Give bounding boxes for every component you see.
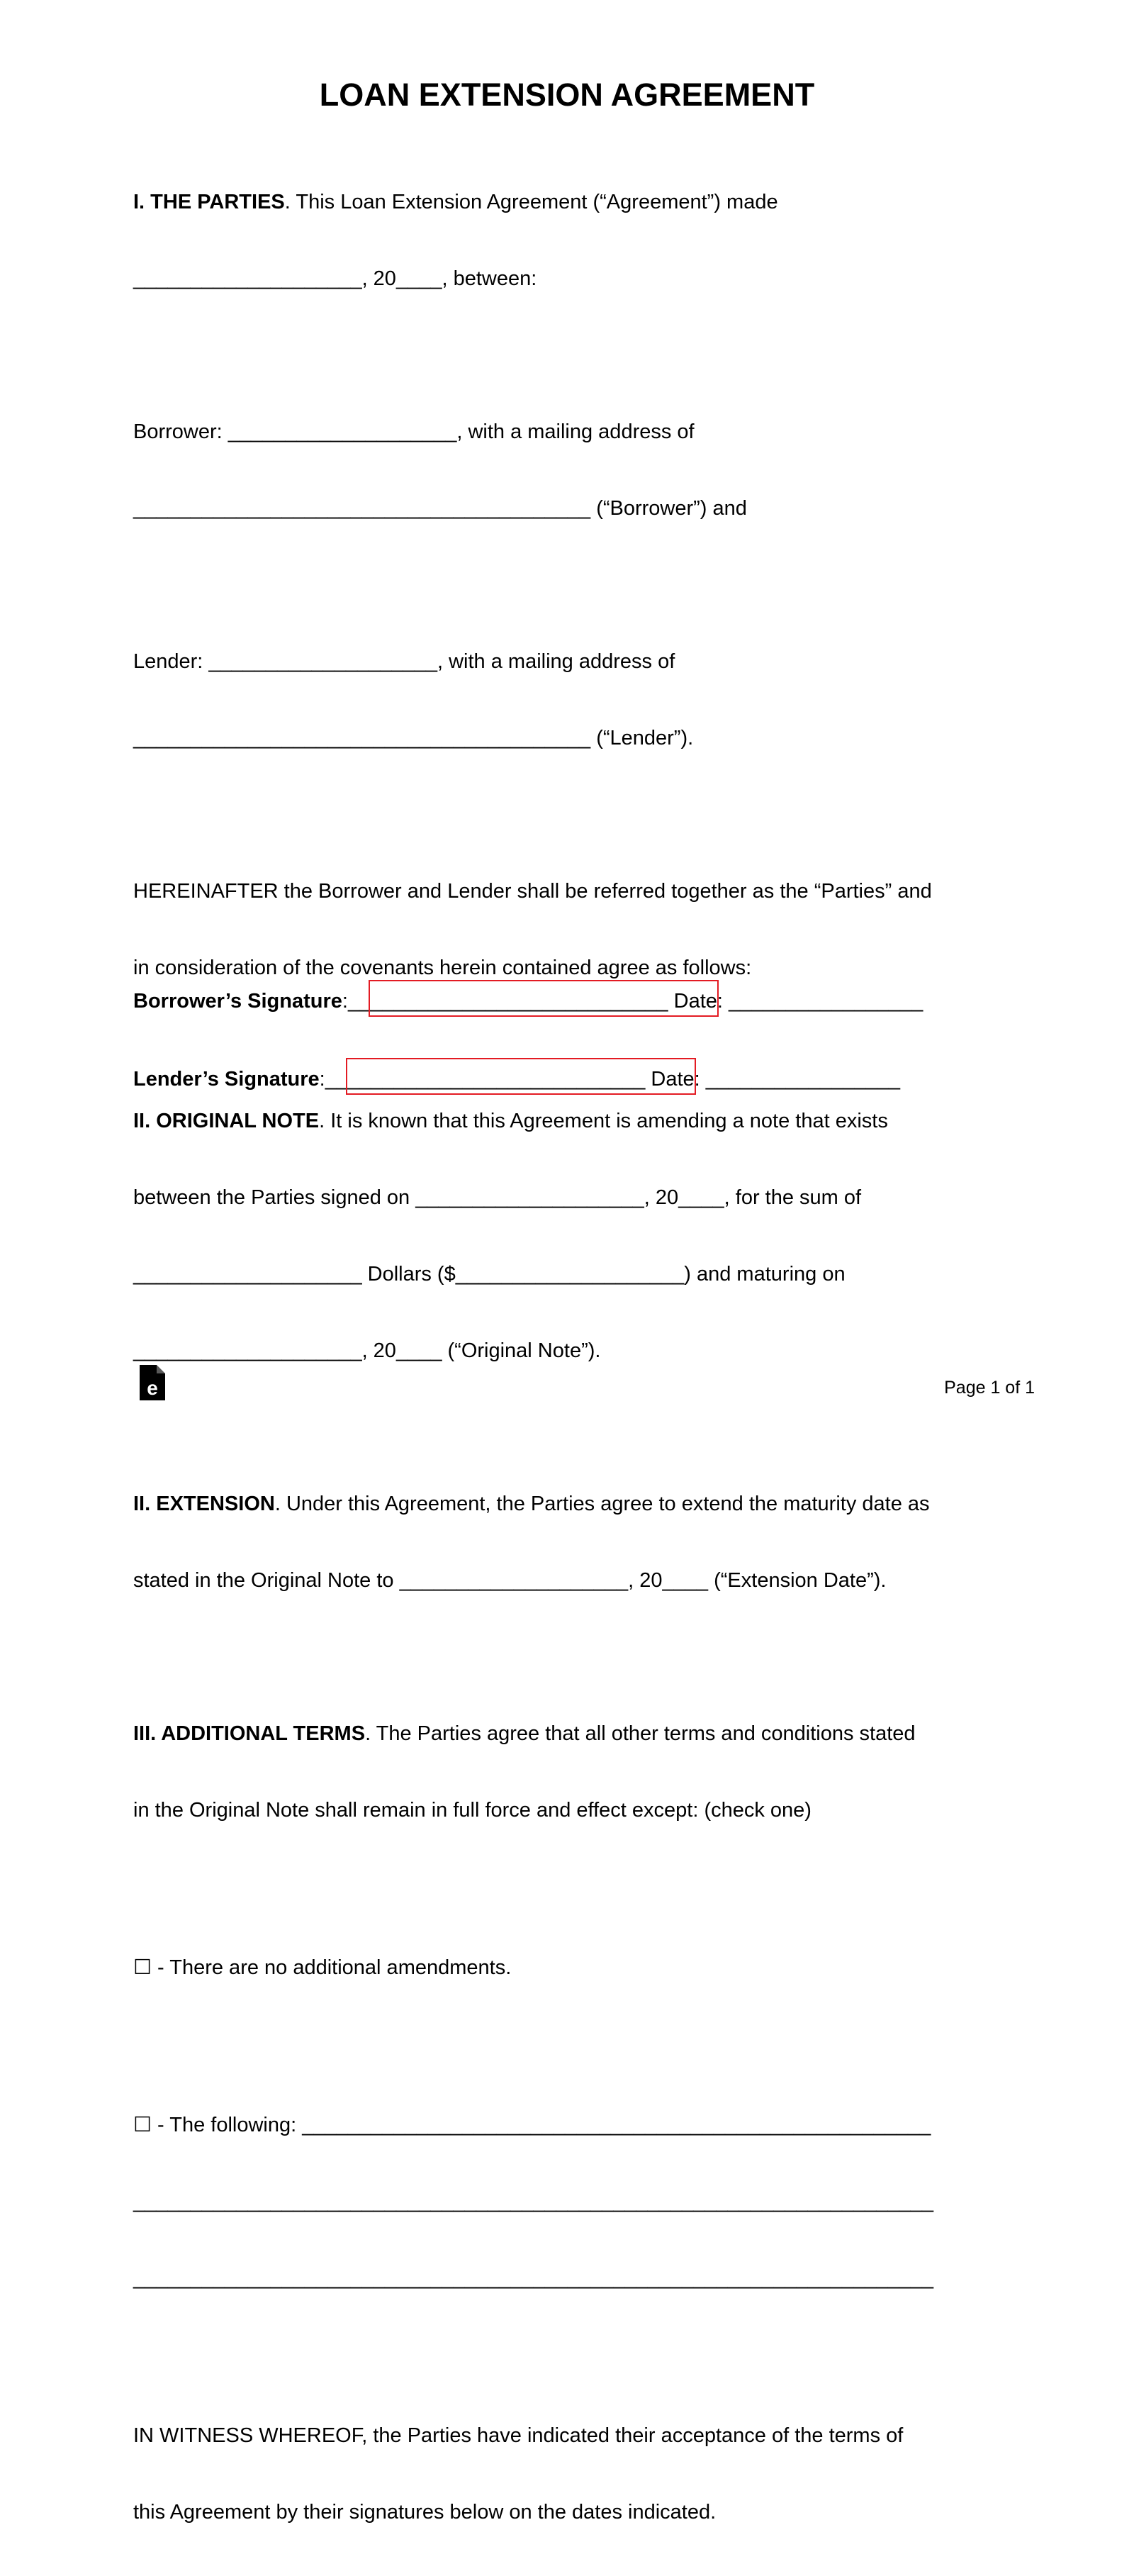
extension-line-2: stated in the Original Note to ____________________, 20____ (“Extension Date”). [133,1569,887,1592]
checkbox-following[interactable]: ☐ [133,2114,152,2136]
original-note-line-1 [133,1108,1019,1134]
option-following [133,2112,1019,2138]
original-note-heading: II. ORIGINAL NOTE [133,1110,320,1132]
extension-heading: II. EXTENSION [133,1493,275,1515]
lender-signature-row: Lender’s Signature:____________________________ Date: _________________ [133,1068,900,1091]
original-note-text: . It is known that this Agreement is amending a note that exists [319,1110,888,1132]
svg-text:e: e [147,1377,158,1399]
esign-logo-icon [140,1365,165,1400]
lender-signature-label: Lender’s Signature [133,1068,320,1091]
parties-text: . This Loan Extension Agreement (“Agreement”) made [284,191,778,213]
parties-line-2: ____________________, 20____, between: [133,267,537,290]
following-blank-line-1: ______________________________________________________________________ [133,2190,933,2213]
parties-line-1 [133,189,1019,215]
additional-terms-line-1 [133,1721,1019,1746]
page-number: Page 1 of 1 [944,1378,1035,1398]
original-note-line-3: ____________________ Dollars ($____________________) and maturing on [133,1263,846,1286]
additional-terms-line-2: in the Original Note shall remain in full force and effect except: (check one) [133,1799,812,1822]
borrower-signature-field[interactable] [369,980,719,1017]
parties-heading: I. THE PARTIES [133,191,285,213]
option-no-amendments [133,1955,1019,1980]
option-no-amendments-label: - There are no additional amendments. [152,1956,512,1979]
extension-text: . Under this Agreement, the Parties agree to extend the maturity date as [274,1493,930,1515]
option-following-label: - The following: _______________________________________________________ [152,2114,931,2136]
hereinafter-line-2: in consideration of the covenants herein contained agree as follows: [133,957,752,979]
borrower-signature-label: Borrower’s Signature [133,990,342,1013]
additional-terms-text: . The Parties agree that all other terms and conditions stated [365,1722,916,1745]
document-title: LOAN EXTENSION AGREEMENT [319,77,815,113]
checkbox-no-amendments[interactable]: ☐ [133,1956,152,1979]
lender-line-1: Lender: ____________________, with a mailing address of [133,650,675,673]
borrower-signature-row: Borrower’s Signature:____________________________ Date: _________________ [133,990,924,1013]
following-blank-line-2: ______________________________________________________________________ [133,2267,933,2290]
borrower-line-2: ________________________________________ (“Borrower”) and [133,497,747,520]
original-note-line-4: ____________________, 20____ (“Original Note”). [133,1339,601,1362]
lender-signature-field[interactable] [346,1058,696,1095]
extension-line-1 [133,1491,1019,1517]
witness-line-1: IN WITNESS WHEREOF, the Parties have indicated their acceptance of the terms of [133,2424,904,2447]
additional-terms-heading: III. ADDITIONAL TERMS [133,1722,366,1745]
document-body [133,138,1019,2576]
original-note-line-2: between the Parties signed on ____________________, 20____, for the sum of [133,1186,862,1209]
lender-date: Date: _________________ [651,1068,900,1091]
lender-line-2: ________________________________________ (“Lender”). [133,727,694,749]
borrower-line-1: Borrower: ____________________, with a mailing address of [133,420,695,443]
witness-line-2: this Agreement by their signatures below on the dates indicated. [133,2501,717,2524]
borrower-date: Date: _________________ [673,990,924,1013]
lender-signature-line: ____________________________ [325,1068,646,1091]
borrower-signature-line: ____________________________ [347,990,668,1013]
hereinafter-line-1: HEREINAFTER the Borrower and Lender shall be referred together as the “Parties” and [133,880,932,903]
